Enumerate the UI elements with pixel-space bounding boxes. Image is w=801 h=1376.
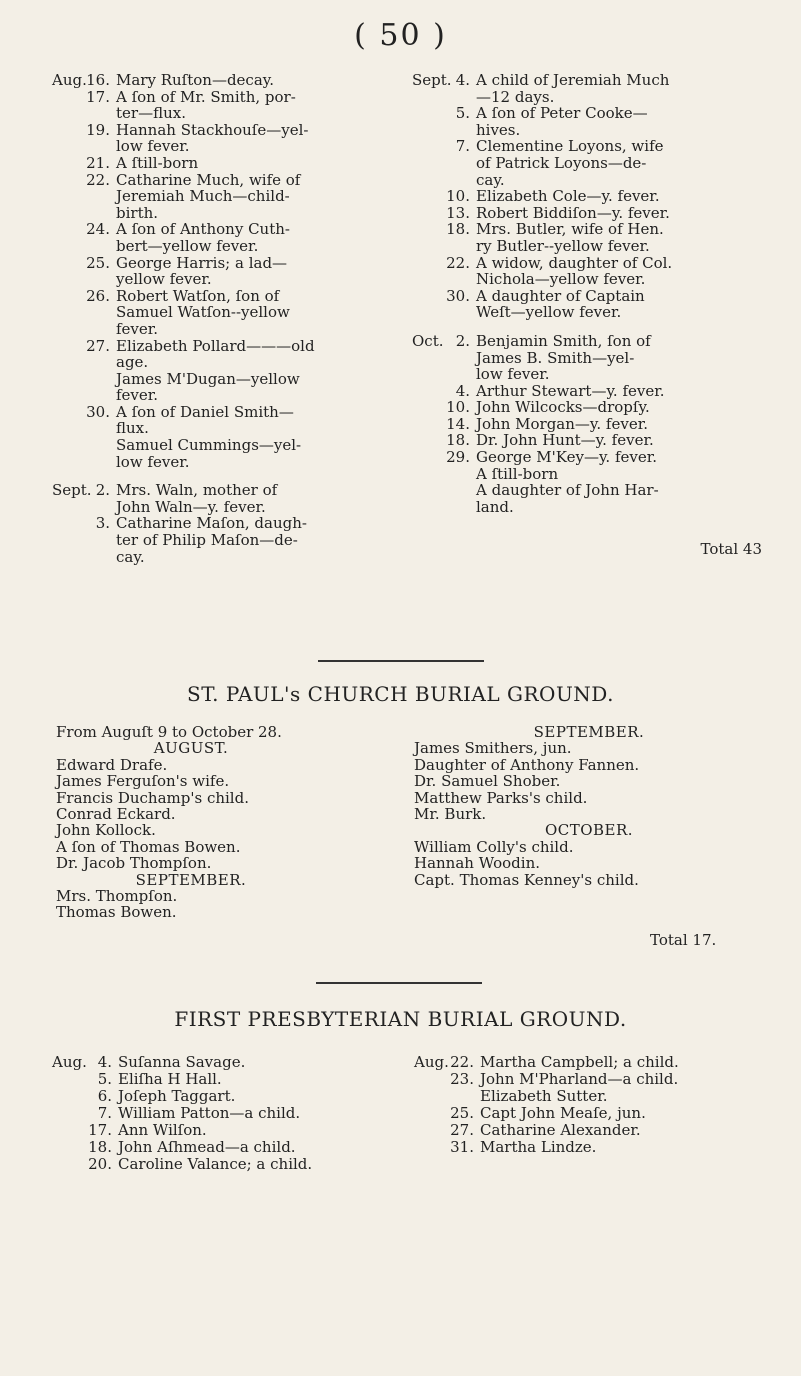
- entry-month: [412, 138, 446, 188]
- burial-name: Conrad Eckard.: [56, 805, 176, 824]
- entry-text: [476, 221, 762, 254]
- burial-entry: [412, 138, 762, 188]
- entry-month: [52, 155, 86, 172]
- burial-name: Dr. Samuel Shober.: [414, 772, 561, 791]
- entry-day: 2.: [95, 481, 110, 500]
- entry-month: [414, 1088, 450, 1105]
- entry-text: [476, 333, 762, 383]
- entry-line: cay.: [476, 170, 505, 189]
- burial-name: James Smithers, jun.: [414, 739, 572, 758]
- burial-entry: [52, 1054, 382, 1071]
- entry-line: A daughter of Captain: [476, 286, 645, 305]
- entry-day: 22.: [450, 1053, 474, 1071]
- entry-day: 27.: [86, 336, 110, 355]
- burial-name: Mr. Burk.: [414, 805, 487, 824]
- entry-line: ry Butler--yellow fever.: [476, 236, 650, 255]
- entry-day: 29.: [446, 448, 470, 467]
- burial-name: Francis Duchamp's child.: [56, 788, 249, 807]
- entry-line: James B. Smith—yel-: [476, 348, 635, 367]
- burial-entry: [52, 72, 352, 89]
- entry-text: John M'Pharland—a child.: [480, 1070, 679, 1088]
- entry-month: [414, 1139, 450, 1156]
- entry-line: Elizabeth Pollard———old: [116, 336, 315, 355]
- entry-month: Sept.: [412, 71, 452, 89]
- st-pauls-title: ST. PAUL's CHURCH BURIAL GROUND.: [187, 682, 614, 706]
- entry-month: [52, 338, 86, 404]
- entry-month: [52, 1105, 88, 1122]
- entry-day: 3.: [95, 514, 110, 533]
- entry-text: [116, 288, 352, 338]
- entry-day: 31.: [450, 1138, 474, 1156]
- entry-month: [52, 515, 86, 565]
- entry-day: 18.: [446, 220, 470, 239]
- burial-entry: [52, 1139, 382, 1156]
- burial-entry: [412, 288, 762, 321]
- entry-day: 30.: [86, 402, 110, 421]
- burial-name: From Auguſt 9 to October 28.: [56, 723, 282, 741]
- entry-day: 10.: [446, 187, 470, 206]
- entry-line: low fever.: [476, 365, 550, 384]
- entry-month: [412, 205, 446, 222]
- entry-day: 20.: [88, 1155, 112, 1173]
- entry-month: [52, 288, 86, 338]
- st-pauls-total: Total 17.: [650, 931, 717, 949]
- burials-left-column: [52, 72, 352, 565]
- entry-line: land.: [476, 497, 514, 516]
- entry-line: Jeremiah Much—child-: [116, 187, 290, 206]
- entry-day: 24.: [86, 220, 110, 239]
- burial-name: Mrs. Thompſon.: [56, 887, 178, 906]
- entry-line: A daughter of John Har-: [476, 481, 659, 500]
- burial-entry: [414, 1071, 794, 1088]
- entry-line: Mrs. Waln, mother of: [116, 481, 278, 500]
- month-heading: AUGUST.: [153, 739, 229, 758]
- entry-text: [476, 288, 762, 321]
- entry-month: Sept.: [52, 481, 92, 500]
- burial-entry: [52, 221, 352, 254]
- entry-text: [116, 338, 352, 404]
- burial-name: Dr. Jacob Thompſon.: [56, 854, 212, 873]
- entry-month: [414, 1071, 450, 1088]
- burial-entry: [52, 515, 352, 565]
- burial-name: Matthew Parks's child.: [414, 788, 588, 807]
- entry-month: [412, 288, 446, 321]
- entry-text: [116, 482, 352, 515]
- burial-entry: [52, 1156, 382, 1173]
- entry-line: George M'Key—y. fever.: [476, 448, 658, 467]
- month-heading: OCTOBER.: [544, 821, 634, 840]
- entry-month: Aug.: [414, 1053, 449, 1071]
- entry-day: 18.: [88, 1138, 112, 1156]
- entry-text: Suſanna Savage.: [118, 1053, 246, 1071]
- entry-text: [476, 432, 762, 449]
- entry-month: [52, 1122, 88, 1139]
- entry-day: 4.: [455, 381, 470, 400]
- entry-day: 23.: [450, 1070, 474, 1088]
- burial-entry: [412, 383, 762, 400]
- entry-line: —12 days.: [476, 87, 555, 106]
- burial-name: Daughter of Anthony Fannen.: [414, 755, 640, 774]
- entry-line: hives.: [476, 120, 521, 139]
- entry-month: [52, 89, 86, 122]
- entry-line: birth.: [116, 203, 159, 222]
- entry-line: Elizabeth Cole—y. fever.: [476, 187, 660, 206]
- burial-entry: [414, 1122, 794, 1139]
- entry-text: [116, 172, 352, 222]
- burials-right-column: [412, 72, 762, 558]
- entry-text: Elizabeth Sutter.: [480, 1087, 608, 1105]
- entry-month: [412, 105, 446, 138]
- burial-entry: [412, 105, 762, 138]
- entry-month: [412, 255, 446, 288]
- burial-name: James Ferguſon's wife.: [56, 772, 230, 791]
- entry-text: [116, 155, 352, 172]
- entry-line: Robert Watſon, ſon of: [116, 286, 280, 305]
- entry-day: 14.: [446, 414, 470, 433]
- entry-month: [412, 432, 446, 449]
- burial-name: John Kollock.: [56, 821, 156, 840]
- entry-text: [476, 399, 762, 416]
- entry-text: Martha Lindze.: [480, 1138, 597, 1156]
- entry-day: 27.: [450, 1121, 474, 1139]
- burial-entry: [412, 205, 762, 222]
- entry-day: 16.: [86, 71, 110, 89]
- entry-text: [116, 221, 352, 254]
- entry-day: 2.: [455, 331, 470, 350]
- burial-entry: [412, 333, 762, 383]
- entry-line: of Patrick Loyons—de-: [476, 153, 647, 172]
- month-heading: SEPTEMBER.: [135, 870, 247, 889]
- entry-text: [476, 255, 762, 288]
- entry-line: George Harris; a lad—: [116, 253, 288, 272]
- entry-day: 30.: [446, 286, 470, 305]
- entry-month: Aug.: [52, 71, 87, 89]
- entry-month: [52, 122, 86, 155]
- burial-name: William Colly's child.: [414, 837, 574, 856]
- entry-month: [52, 221, 86, 254]
- entry-text: [476, 72, 762, 105]
- burial-name: Hannah Woodin.: [414, 854, 541, 873]
- entry-day: 10.: [446, 398, 470, 417]
- month-heading: SEPTEMBER.: [533, 723, 645, 741]
- entry-month: [52, 255, 86, 288]
- burial-name: Edward Drafe.: [56, 755, 168, 774]
- entry-line: Benjamin Smith, ſon of: [476, 331, 651, 350]
- entry-day: 5.: [97, 1070, 112, 1088]
- entry-line: Weſt—yellow fever.: [476, 303, 622, 322]
- entry-line: low fever.: [116, 452, 190, 471]
- entry-month: [52, 1156, 88, 1173]
- burial-name: Thomas Bowen.: [56, 903, 177, 922]
- entry-line: A ſtill-born: [116, 153, 199, 172]
- page-number: ( 50 ): [354, 18, 447, 53]
- burial-entry: [52, 122, 352, 155]
- entry-line: fever.: [116, 386, 159, 405]
- entry-line: Dr. John Hunt—y. fever.: [476, 431, 654, 450]
- entry-month: [412, 383, 446, 400]
- burial-entry: [52, 89, 352, 122]
- entry-month: [52, 172, 86, 222]
- entry-text: [476, 138, 762, 188]
- st-pauls-right-column: [414, 724, 764, 888]
- entry-line: John Waln—y. fever.: [116, 497, 266, 516]
- burial-entry: [52, 172, 352, 222]
- entry-month: [52, 404, 86, 470]
- burial-entry: [412, 432, 762, 449]
- burials-right-entries: [412, 72, 762, 515]
- entry-day: 22.: [86, 170, 110, 189]
- entry-text: Capt John Meaſe, jun.: [480, 1104, 646, 1122]
- entry-text: Ann Wilſon.: [118, 1121, 207, 1139]
- entry-line: Catharine Maſon, daugh-: [116, 514, 307, 533]
- entry-line: Clementine Loyons, wife: [476, 137, 664, 156]
- divider-1: [318, 660, 484, 662]
- entry-day: 19.: [86, 120, 110, 139]
- entry-line: Nichola—yellow fever.: [476, 270, 646, 289]
- entry-month: [414, 1105, 450, 1122]
- entry-day: 6.: [97, 1087, 112, 1105]
- burial-entry: [52, 1088, 382, 1105]
- entry-text: Martha Campbell; a child.: [480, 1053, 679, 1071]
- entry-line: Arthur Stewart—y. fever.: [476, 381, 665, 400]
- entry-line: Mary Ruſton—decay.: [116, 71, 275, 89]
- entry-text: Caroline Valance; a child.: [118, 1155, 313, 1173]
- entry-text: [476, 383, 762, 400]
- entry-line: ter of Philip Maſon—de-: [116, 531, 298, 550]
- burial-entry: [412, 255, 762, 288]
- presbyterian-right-column: [414, 1054, 794, 1156]
- entry-day: 5.: [455, 104, 470, 123]
- entry-month: [414, 1122, 450, 1139]
- entry-text: [476, 416, 762, 433]
- entry-line: age.: [116, 353, 149, 372]
- burial-entry: [52, 255, 352, 288]
- entry-day: 25.: [86, 253, 110, 272]
- entry-month: Aug.: [52, 1053, 87, 1071]
- entry-line: flux.: [116, 419, 149, 438]
- entry-line: cay.: [116, 547, 145, 566]
- burial-name: A ſon of Thomas Bowen.: [56, 837, 241, 856]
- burial-entry: [414, 1105, 794, 1122]
- entry-line: A ſon of Daniel Smith—: [116, 402, 294, 421]
- presbyterian-left-column: [52, 1054, 382, 1173]
- entry-line: Samuel Watſon--yellow: [116, 303, 290, 322]
- entry-line: yellow fever.: [116, 270, 212, 289]
- burial-entry: [414, 1054, 794, 1071]
- entry-month: [52, 1088, 88, 1105]
- entry-text: [116, 89, 352, 122]
- entry-day: 13.: [446, 203, 470, 222]
- burial-entry: [52, 288, 352, 338]
- burial-entry: [412, 221, 762, 254]
- entry-line: Samuel Cummings—yel-: [116, 436, 302, 455]
- entry-line: John Wilcocks—dropſy.: [476, 398, 650, 417]
- entry-month: [412, 416, 446, 433]
- entry-text: [116, 515, 352, 565]
- entry-text: [476, 205, 762, 222]
- burial-entry: [412, 399, 762, 416]
- burial-entry: [52, 1071, 382, 1088]
- entry-month: [412, 221, 446, 254]
- entry-text: John Aſhmead—a child.: [118, 1138, 296, 1156]
- entry-line: ter—flux.: [116, 104, 186, 123]
- entry-line: fever.: [116, 319, 159, 338]
- entry-text: Joſeph Taggart.: [118, 1087, 236, 1105]
- entry-line: A ſon of Mr. Smith, por-: [116, 87, 296, 106]
- entry-line: A ſon of Anthony Cuth-: [116, 220, 290, 239]
- entry-day: 21.: [86, 153, 110, 172]
- burial-entry: [412, 416, 762, 433]
- entry-day: 17.: [88, 1121, 112, 1139]
- burial-entry: [412, 188, 762, 205]
- entry-day: 18.: [446, 431, 470, 450]
- entry-day: 25.: [450, 1104, 474, 1122]
- entry-month: [52, 1071, 88, 1088]
- entry-day: 4.: [97, 1053, 112, 1071]
- burial-name: Capt. Thomas Kenney's child.: [414, 870, 639, 889]
- entry-text: [476, 449, 762, 515]
- entry-month: [412, 449, 446, 515]
- entry-line: Hannah Stackhouſe—yel-: [116, 120, 309, 139]
- entry-month: [412, 188, 446, 205]
- entry-line: bert—yellow fever.: [116, 236, 259, 255]
- entry-day: 17.: [86, 87, 110, 106]
- entry-line: Catharine Much, wife of: [116, 170, 301, 189]
- burial-entry: [52, 1105, 382, 1122]
- entry-text: [476, 105, 762, 138]
- entry-line: Robert Biddiſon—y. fever.: [476, 203, 670, 222]
- burial-entry: [52, 404, 352, 470]
- burial-entry: [52, 338, 352, 404]
- first-presbyterian-title: FIRST PRESBYTERIAN BURIAL GROUND.: [174, 1007, 627, 1031]
- st-pauls-left-column: [56, 724, 326, 921]
- burial-entry: [412, 449, 762, 515]
- burial-entry: [52, 1122, 382, 1139]
- entry-month: [412, 399, 446, 416]
- entry-line: low fever.: [116, 137, 190, 156]
- entry-line: Mrs. Butler, wife of Hen.: [476, 220, 664, 239]
- entry-day: 7.: [97, 1104, 112, 1122]
- burial-entry: [414, 1139, 794, 1156]
- entry-day: 4.: [455, 71, 470, 89]
- entry-line: A child of Jeremiah Much: [476, 71, 670, 89]
- entry-day: 7.: [455, 137, 470, 156]
- entry-line: A ſtill-born: [476, 464, 559, 483]
- entry-text: [116, 404, 352, 470]
- burial-entry: [52, 155, 352, 172]
- entry-month: [52, 1139, 88, 1156]
- entry-text: [116, 72, 352, 89]
- burial-entry: [52, 482, 352, 515]
- burial-entry: [412, 72, 762, 105]
- entry-line: A widow, daughter of Col.: [476, 253, 673, 272]
- entry-day: 26.: [86, 286, 110, 305]
- entry-text: [476, 188, 762, 205]
- entry-line: John Morgan—y. fever.: [476, 414, 648, 433]
- entry-text: William Patton—a child.: [118, 1104, 301, 1122]
- entry-text: Eliſha H Hall.: [118, 1070, 222, 1088]
- entry-text: [116, 122, 352, 155]
- entry-line: A ſon of Peter Cooke—: [476, 104, 648, 123]
- divider-2: [316, 982, 482, 984]
- entry-text: Catharine Alexander.: [480, 1121, 641, 1139]
- entry-day: 22.: [446, 253, 470, 272]
- entry-text: [116, 255, 352, 288]
- entry-month: Oct.: [412, 331, 444, 350]
- burial-entry: [414, 1088, 794, 1105]
- entry-line: James M'Dugan—yellow: [116, 369, 300, 388]
- total-first-list: Total 43: [700, 540, 762, 559]
- entry-day: [450, 1088, 480, 1105]
